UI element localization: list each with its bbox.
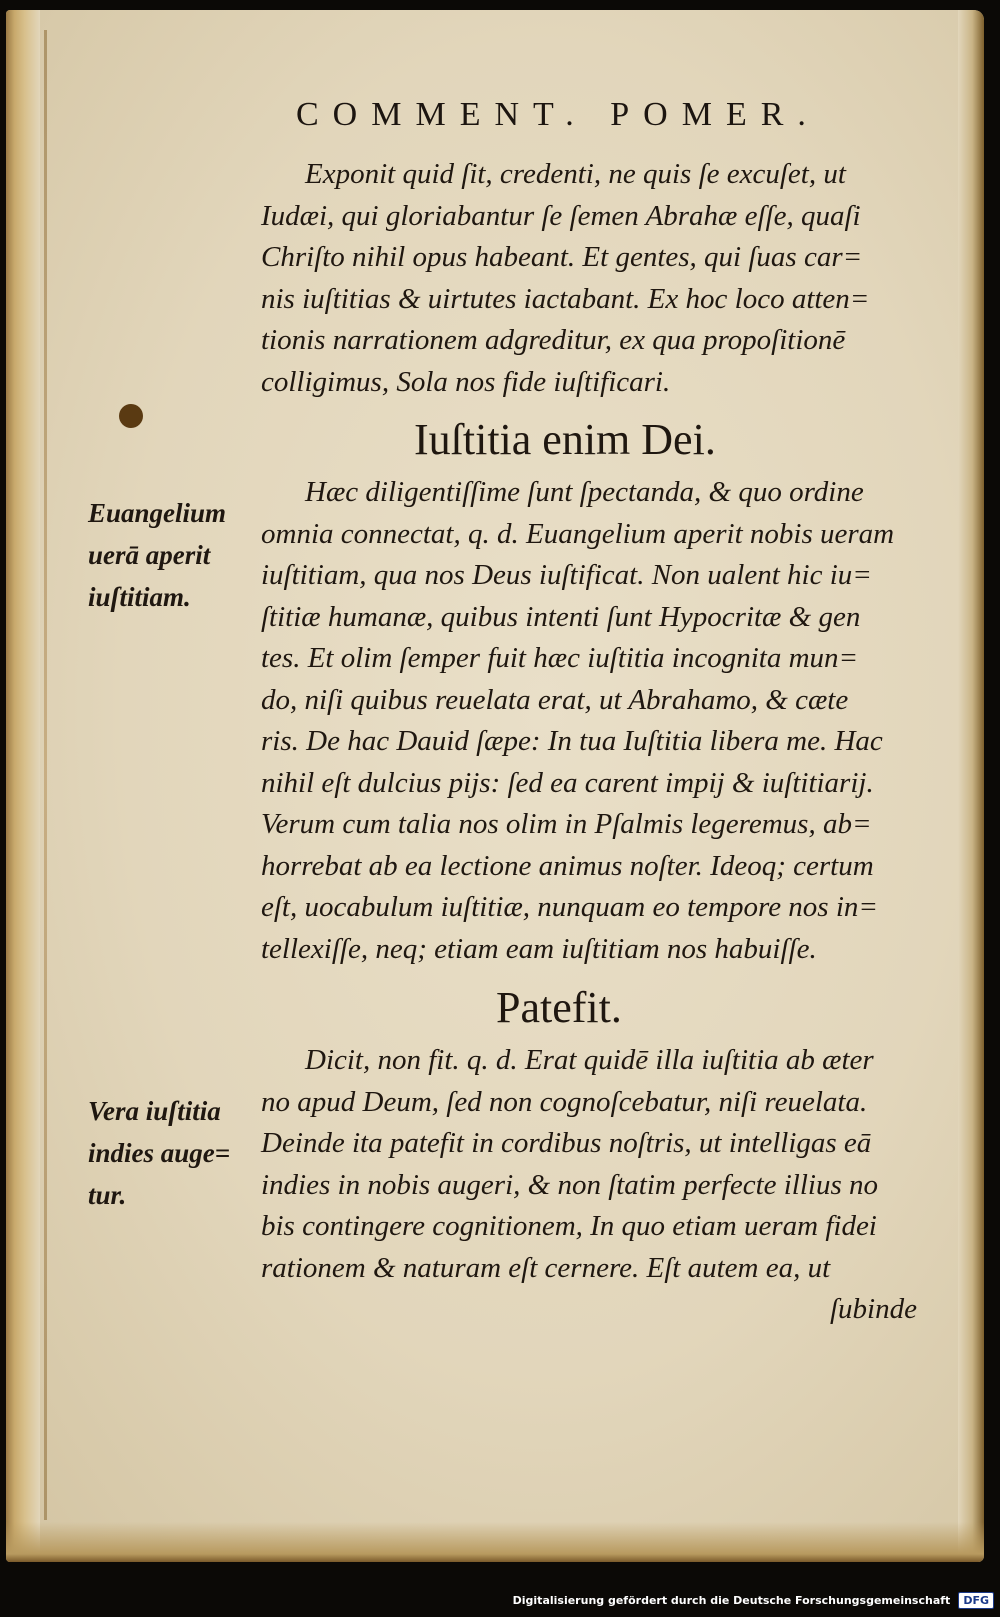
text-line: tellexiſſe, neq; etiam eam iuſtitiam nos habuiſſe. <box>261 932 817 965</box>
running-head: COMMENT. POMER. <box>296 96 820 133</box>
digitization-footer <box>513 1587 994 1613</box>
text-line: bis contingere cognitionem, In quo etiam ueram fidei <box>261 1210 877 1242</box>
text-line: ris. De hac Dauid ſæpe: In tua Iuſtitia libera me. Hac <box>261 725 883 757</box>
marginal-line: iuſtitiam. <box>88 582 191 612</box>
text-line: Dicit, non fit. q. d. Erat quidē illa iuſtitia ab æter <box>305 1044 874 1076</box>
footer-credit: Digitalisierung gefördert durch die Deutsche Forschungsgemeinschaft <box>512 1593 951 1607</box>
scanned-page <box>6 10 984 1562</box>
bullet-mark <box>119 404 143 428</box>
marginal-line: Euangelium <box>88 498 227 528</box>
marginal-note <box>88 492 253 618</box>
text-line: tionis narrationem adgreditur, ex qua propoſitionē <box>261 324 846 356</box>
page-bottom-edge <box>6 1522 984 1562</box>
section-heading: Patefit. <box>496 983 622 1032</box>
marginal-line: Vera iuſtitia <box>88 1096 221 1126</box>
marginal-note <box>88 1090 253 1216</box>
paragraph-3 <box>261 1040 931 1331</box>
page-right-edge <box>958 10 984 1562</box>
page-edge-line <box>44 30 47 1520</box>
text-line: indies in nobis augeri, & non ſtatim perfecte illius no <box>261 1168 879 1201</box>
paragraph-2 <box>261 472 931 970</box>
text-line: ſtitiæ humanæ, quibus intenti ſunt Hypocritæ & gen <box>261 600 861 633</box>
text-line: Chriſto nihil opus habeant. Et gentes, qui ſuas car= <box>261 241 863 273</box>
text-line: nis iuſtitias & uirtutes iactabant. Ex hoc loco atten= <box>261 282 870 315</box>
paragraph-1 <box>261 154 931 403</box>
text-line: Verum cum talia nos olim in Pſalmis legeremus, ab= <box>261 808 872 840</box>
text-line: Exponit quid ſit, credenti, ne quis ſe excuſet, ut <box>305 158 846 190</box>
text-line: Deinde ita patefit in cordibus noſtris, ut intelligas eā <box>261 1127 872 1159</box>
text-line: do, niſi quibus reuelata erat, ut Abrahamo, & cæte <box>261 683 849 716</box>
text-line: no apud Deum, ſed non cognoſcebatur, niſi reuelata. <box>261 1085 868 1118</box>
section-heading: Iuſtitia enim Dei. <box>414 415 716 464</box>
marginal-line: tur. <box>88 1180 127 1210</box>
dfg-logo: DFG <box>958 1592 994 1609</box>
text-line: Hæc diligentiſſime ſunt ſpectanda, & quo ordine <box>305 476 864 508</box>
text-line: eſt, uocabulum iuſtitiæ, nunquam eo tempore nos in= <box>261 891 878 923</box>
text-line: iuſtitiam, qua nos Deus iuſtificat. Non ualent hic iu= <box>261 559 872 591</box>
marginal-line: uerā aperit <box>88 540 211 570</box>
marginal-line: indies auge= <box>88 1138 231 1168</box>
text-line: rationem & naturam eſt cernere. Eſt autem ea, ut <box>261 1251 831 1284</box>
text-line: horrebat ab ea lectione animus noſter. Ideoq; certum <box>261 849 874 882</box>
text-line: Iudæi, qui gloriabantur ſe ſemen Abrahæ eſſe, quaſi <box>261 199 861 232</box>
text-line: nihil eſt dulcius pijs: ſed ea carent impij & iuſtitiarij. <box>261 766 874 799</box>
catchword: ſubinde <box>830 1293 917 1325</box>
text-line: tes. Et olim ſemper fuit hæc iuſtitia incognita mun= <box>261 642 859 674</box>
text-line: colligimus, Sola nos fide iuſtificari. <box>261 365 671 398</box>
text-line: omnia connectat, q. d. Euangelium aperit nobis ueram <box>261 517 895 550</box>
page-spine-shadow <box>6 10 40 1562</box>
